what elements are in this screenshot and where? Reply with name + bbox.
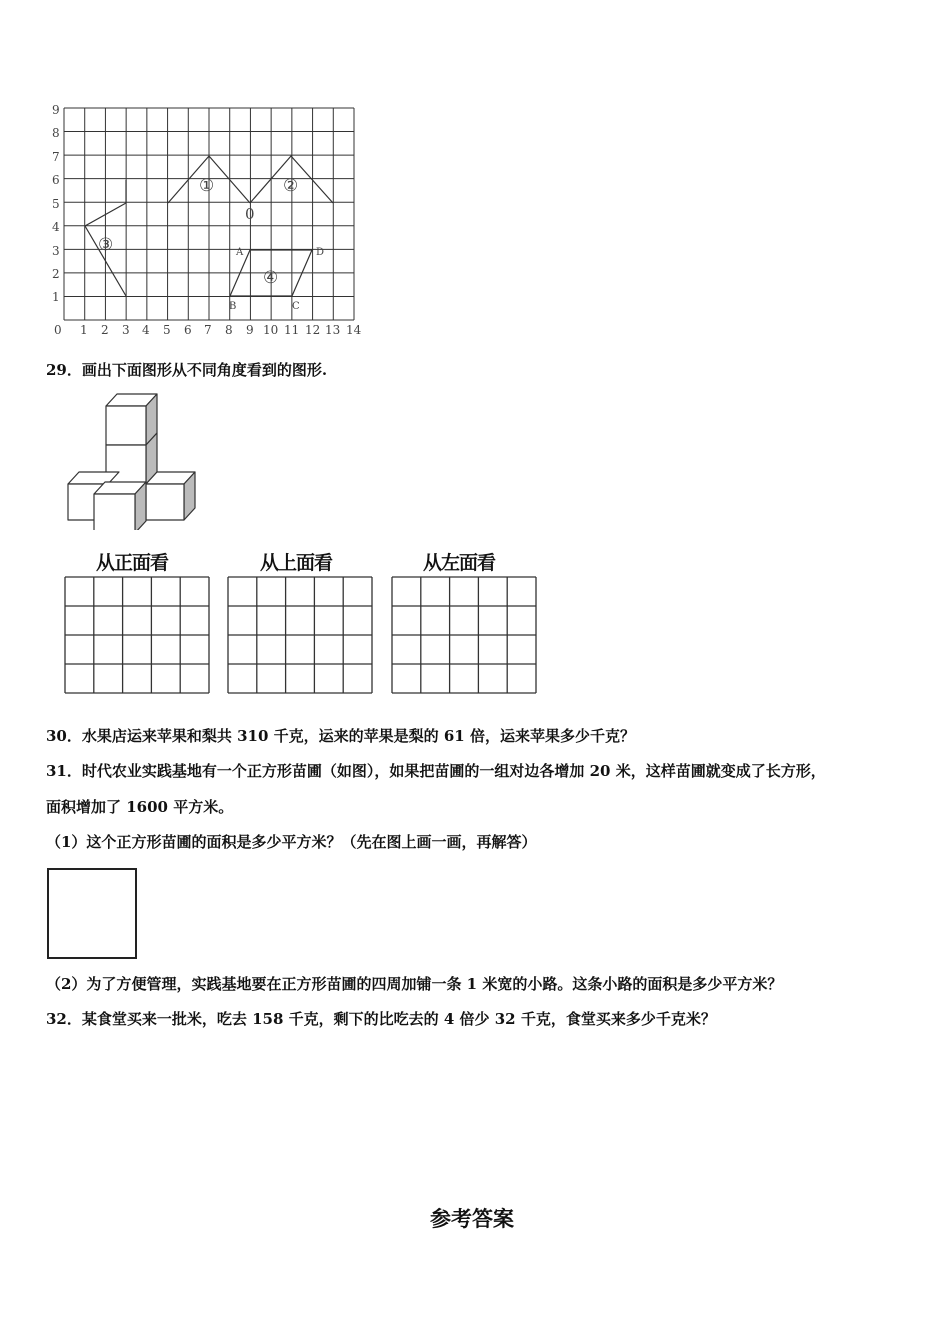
top-view-answer-grid[interactable] xyxy=(227,576,373,694)
tick-x-9: 9 xyxy=(246,323,254,337)
question-31-line-1: 31．时代农业实践基地有一个正方形苗圃（如图），如果把苗圃的一组对边各增加 20 米，这样苗圃就变成了长方形， xyxy=(46,762,826,780)
tick-y-1: 1 xyxy=(52,290,60,304)
question-31-part-2: （2）为了方便管理，实践基地要在正方形苗圃的四周加铺一条 1 米宽的小路。这条小路的面积是多少平方米？ xyxy=(46,975,783,993)
tick-x-2: 2 xyxy=(101,323,109,337)
tick-x-1: 1 xyxy=(80,323,88,337)
point-b-label: B xyxy=(229,301,237,312)
view-label-left: 从左面看 xyxy=(423,552,496,574)
question-30-text: 30．水果店运来苹果和梨共 310 千克，运来的苹果是梨的 61 倍，运来苹果多少千克？ xyxy=(46,727,635,745)
view-label-front: 从正面看 xyxy=(96,552,169,574)
point-c-label: C xyxy=(292,301,300,312)
tick-y-2: 2 xyxy=(52,267,60,281)
question-31-line-2: 面积增加了 1600 平方米。 xyxy=(46,798,234,816)
shape-2-label: ② xyxy=(283,176,299,196)
question-29-text: 29．画出下面图形从不同角度看到的图形. xyxy=(46,361,328,379)
tick-y-7: 7 xyxy=(52,150,60,164)
center-label: 0 xyxy=(245,205,255,223)
tick-x-8: 8 xyxy=(225,323,233,337)
tick-x-6: 6 xyxy=(184,323,192,337)
shape-4-label: ④ xyxy=(263,268,279,288)
cube-stack-figure xyxy=(62,390,202,530)
left-view-answer-grid[interactable] xyxy=(391,576,537,694)
tick-y-3: 3 xyxy=(52,244,60,258)
question-31-part-1: （1）这个正方形苗圃的面积是多少平方米？（先在图上画一画，再解答） xyxy=(46,833,537,851)
front-view-answer-grid[interactable] xyxy=(64,576,210,694)
tick-y-6: 6 xyxy=(52,173,60,187)
shape-3-label: ③ xyxy=(98,235,114,255)
tick-y-9: 9 xyxy=(52,103,60,117)
point-d-label: D xyxy=(316,247,325,258)
cube-front-face xyxy=(106,406,146,445)
tick-x-14: 14 xyxy=(346,323,362,337)
tick-x-7: 7 xyxy=(204,323,212,337)
view-label-top: 从上面看 xyxy=(260,552,333,574)
answer-section-title: 参考答案 xyxy=(430,1207,514,1231)
tick-x-10: 10 xyxy=(263,323,279,337)
tick-y-4: 4 xyxy=(52,220,60,234)
tick-x-12: 12 xyxy=(305,323,321,337)
question-32-text: 32．某食堂买来一批米，吃去 158 千克，剩下的比吃去的 4 倍少 32 千克，食堂买来多少千克米？ xyxy=(46,1010,716,1028)
square-nursery-figure xyxy=(47,868,137,959)
tick-x-11: 11 xyxy=(284,323,300,337)
tick-x-4: 4 xyxy=(142,323,150,337)
tick-x-13: 13 xyxy=(325,323,341,337)
cube-front-face xyxy=(146,484,184,520)
tick-y-8: 8 xyxy=(52,126,60,140)
cube-front-face xyxy=(94,494,135,530)
tick-x-0: 0 xyxy=(54,323,62,337)
shape-1-label: ① xyxy=(199,176,215,196)
coordinate-grid-figure xyxy=(40,98,370,340)
point-a-label: A xyxy=(236,247,244,258)
tick-x-3: 3 xyxy=(122,323,130,337)
tick-x-5: 5 xyxy=(163,323,171,337)
tick-y-5: 5 xyxy=(52,197,60,211)
